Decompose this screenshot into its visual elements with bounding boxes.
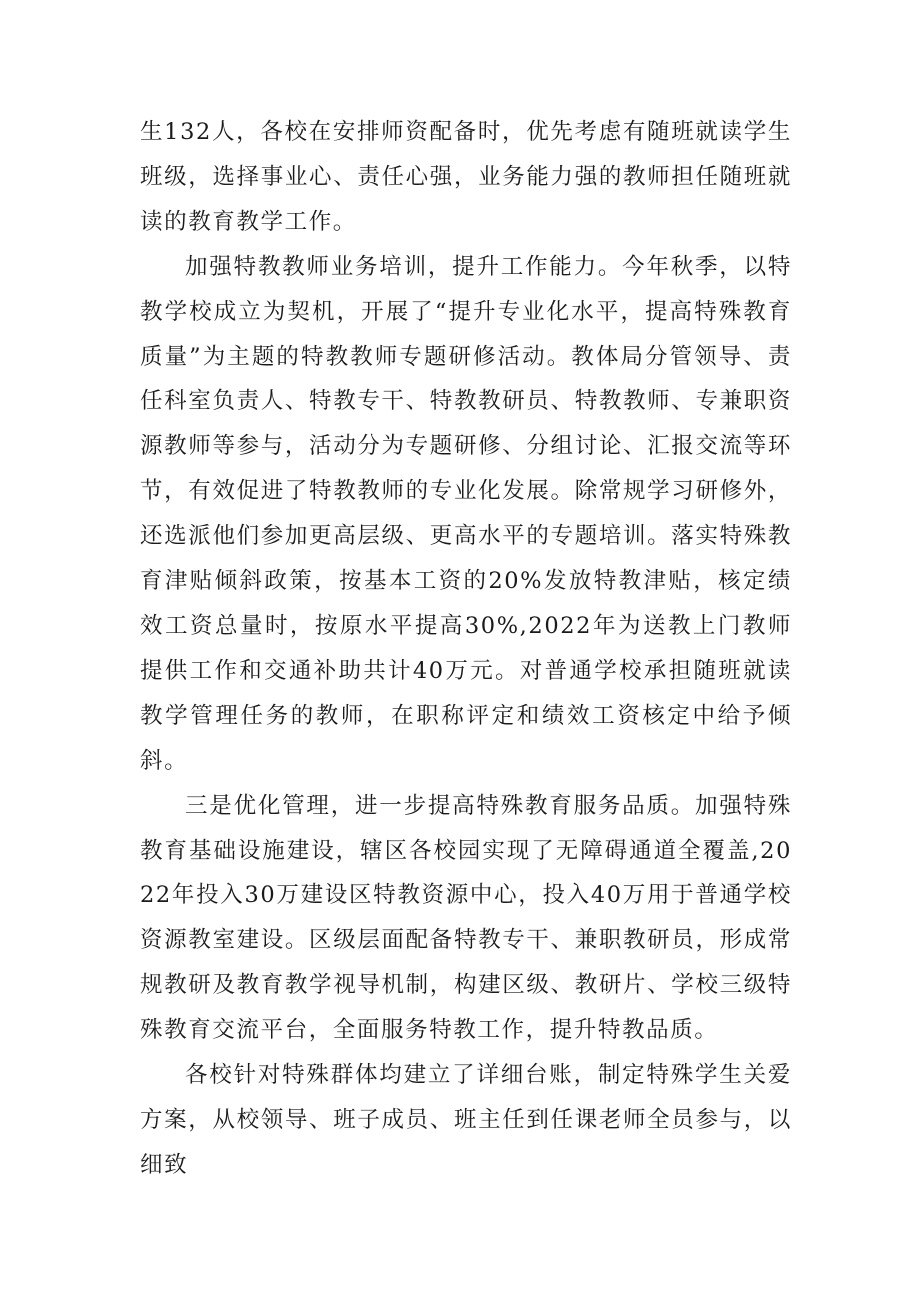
paragraph-student-care: 各校针对特殊群体均建立了详细台账，制定特殊学生关爱方案，从校领导、班子成员、班主任到任课老师全员参与，以细致 [140, 1062, 792, 1178]
document-body [140, 110, 792, 1188]
paragraph-management: 三是优化管理，进一步提高特殊教育服务品质。加强特殊教育基础设施建设，辖区各校园实现了无障碍通道全覆盖,2022年投入30万建设区特教资源中心，投入40万用于普通学校资源教室建设。区级层面配备特教专干、兼职教研员，形成常规教研及教育教学视导机制，构建区级、教研片、学校三级特殊教育交流平台，全面服务特教工作，提升特教品质。 [140, 792, 792, 1044]
paragraph-continued: 生132人，各校在安排师资配备时，优先考虑有随班就读学生班级，选择事业心、责任心强，业务能力强的教师担任随班就读的教育教学工作。 [140, 119, 792, 235]
paragraph-teacher-training: 加强特教教师业务培训，提升工作能力。今年秋季，以特教学校成立为契机，开展了“提升专业化水平，提高特殊教育质量”为主题的特教教师专题研修活动。教体局分管领导、责任科室负责人、特教专干、特教教研员、特教教师、专兼职资源教师等参与，活动分为专题研修、分组讨论、汇报交流等环节，有效促进了特教教师的专业化发展。除常规学习研修外，还选派他们参加更高层级、更高水平的专题培训。落实特殊教育津贴倾斜政策，按基本工资的20%发放特教津贴，核定绩效工资总量时，按原水平提高30%,2022年为送教上门教师提供工作和交通补助共计40万元。对普通学校承担随班就读教学管理任务的教师，在职称评定和绩效工资核定中给予倾斜。 [140, 253, 792, 774]
